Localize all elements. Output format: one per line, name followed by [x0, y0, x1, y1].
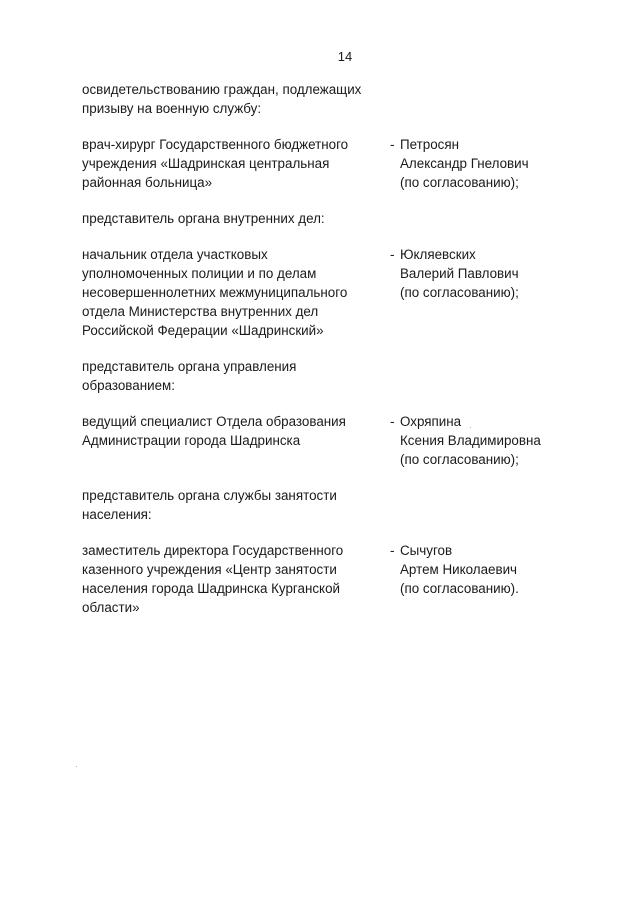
intro-text: [82, 80, 552, 118]
member-note: (по согласованию).: [400, 581, 519, 596]
position-line: Администрации города Шадринска: [82, 433, 301, 448]
member-position: [82, 412, 390, 469]
heading-line: представитель органа управления: [82, 359, 297, 374]
position-line: отдела Министерства внутренних дел: [82, 304, 319, 319]
member-given-names: Александр Гнелович: [400, 156, 529, 171]
member-row-employment: [82, 541, 552, 617]
position-line: казенного учреждения «Центр занятости: [82, 562, 337, 577]
member-given-names: Ксения Владимировна: [400, 433, 541, 448]
position-line: ведущий специалист Отдела образования: [82, 414, 346, 429]
member-surname: Охряпина: [400, 414, 462, 429]
document-body: [82, 80, 552, 634]
member-person: [390, 135, 552, 192]
member-row-education: [82, 412, 552, 469]
heading-line: образованием:: [82, 378, 175, 393]
position-line: районная больница»: [82, 175, 213, 190]
member-position: [82, 245, 390, 340]
position-line: заместитель директора Государственного: [82, 543, 344, 558]
position-line: начальник отдела участковых: [82, 247, 268, 262]
member-person: [390, 412, 552, 469]
heading-line: населения:: [82, 507, 152, 522]
dash-mark: -: [390, 137, 395, 152]
section-heading-internal-affairs: [82, 209, 552, 228]
position-line: уполномоченных полиции и по делам: [82, 266, 317, 281]
position-line: Российской Федерации «Шадринский»: [82, 323, 324, 338]
member-surname: Юкляевских: [400, 247, 476, 262]
heading-line: представитель органа службы занятости: [82, 488, 337, 503]
member-row-police: [82, 245, 552, 340]
member-surname: Петросян: [400, 137, 459, 152]
member-given-names: Артем Николаевич: [400, 562, 518, 577]
member-row-surgeon: [82, 135, 552, 192]
position-line: несовершеннолетних межмуниципального: [82, 285, 348, 300]
dash-mark: -: [390, 414, 395, 429]
member-position: [82, 541, 390, 617]
intro-line: призыву на военную службу:: [82, 101, 262, 116]
member-note: (по согласованию);: [400, 285, 519, 300]
member-given-names: Валерий Павлович: [400, 266, 519, 281]
member-person: [390, 245, 552, 340]
scan-speck: [470, 427, 471, 428]
member-person: [390, 541, 552, 617]
dash-mark: -: [390, 543, 395, 558]
heading-line: представитель органа внутренних дел:: [82, 211, 325, 226]
position-line: учреждения «Шадринская центральная: [82, 156, 330, 171]
intro-line: освидетельствованию граждан, подлежащих: [82, 82, 362, 97]
scan-speck: [76, 766, 77, 767]
section-heading-employment: [82, 486, 552, 524]
dash-mark: -: [390, 247, 395, 262]
page-number: 14: [337, 49, 353, 64]
position-line: врач-хирург Государственного бюджетного: [82, 137, 349, 152]
member-surname: Сычугов: [400, 543, 453, 558]
member-note: (по согласованию);: [400, 452, 519, 467]
position-line: населения города Шадринска Курганской: [82, 581, 340, 596]
position-line: области»: [82, 600, 140, 615]
member-position: [82, 135, 390, 192]
member-note: (по согласованию);: [400, 175, 519, 190]
section-heading-education: [82, 357, 552, 395]
